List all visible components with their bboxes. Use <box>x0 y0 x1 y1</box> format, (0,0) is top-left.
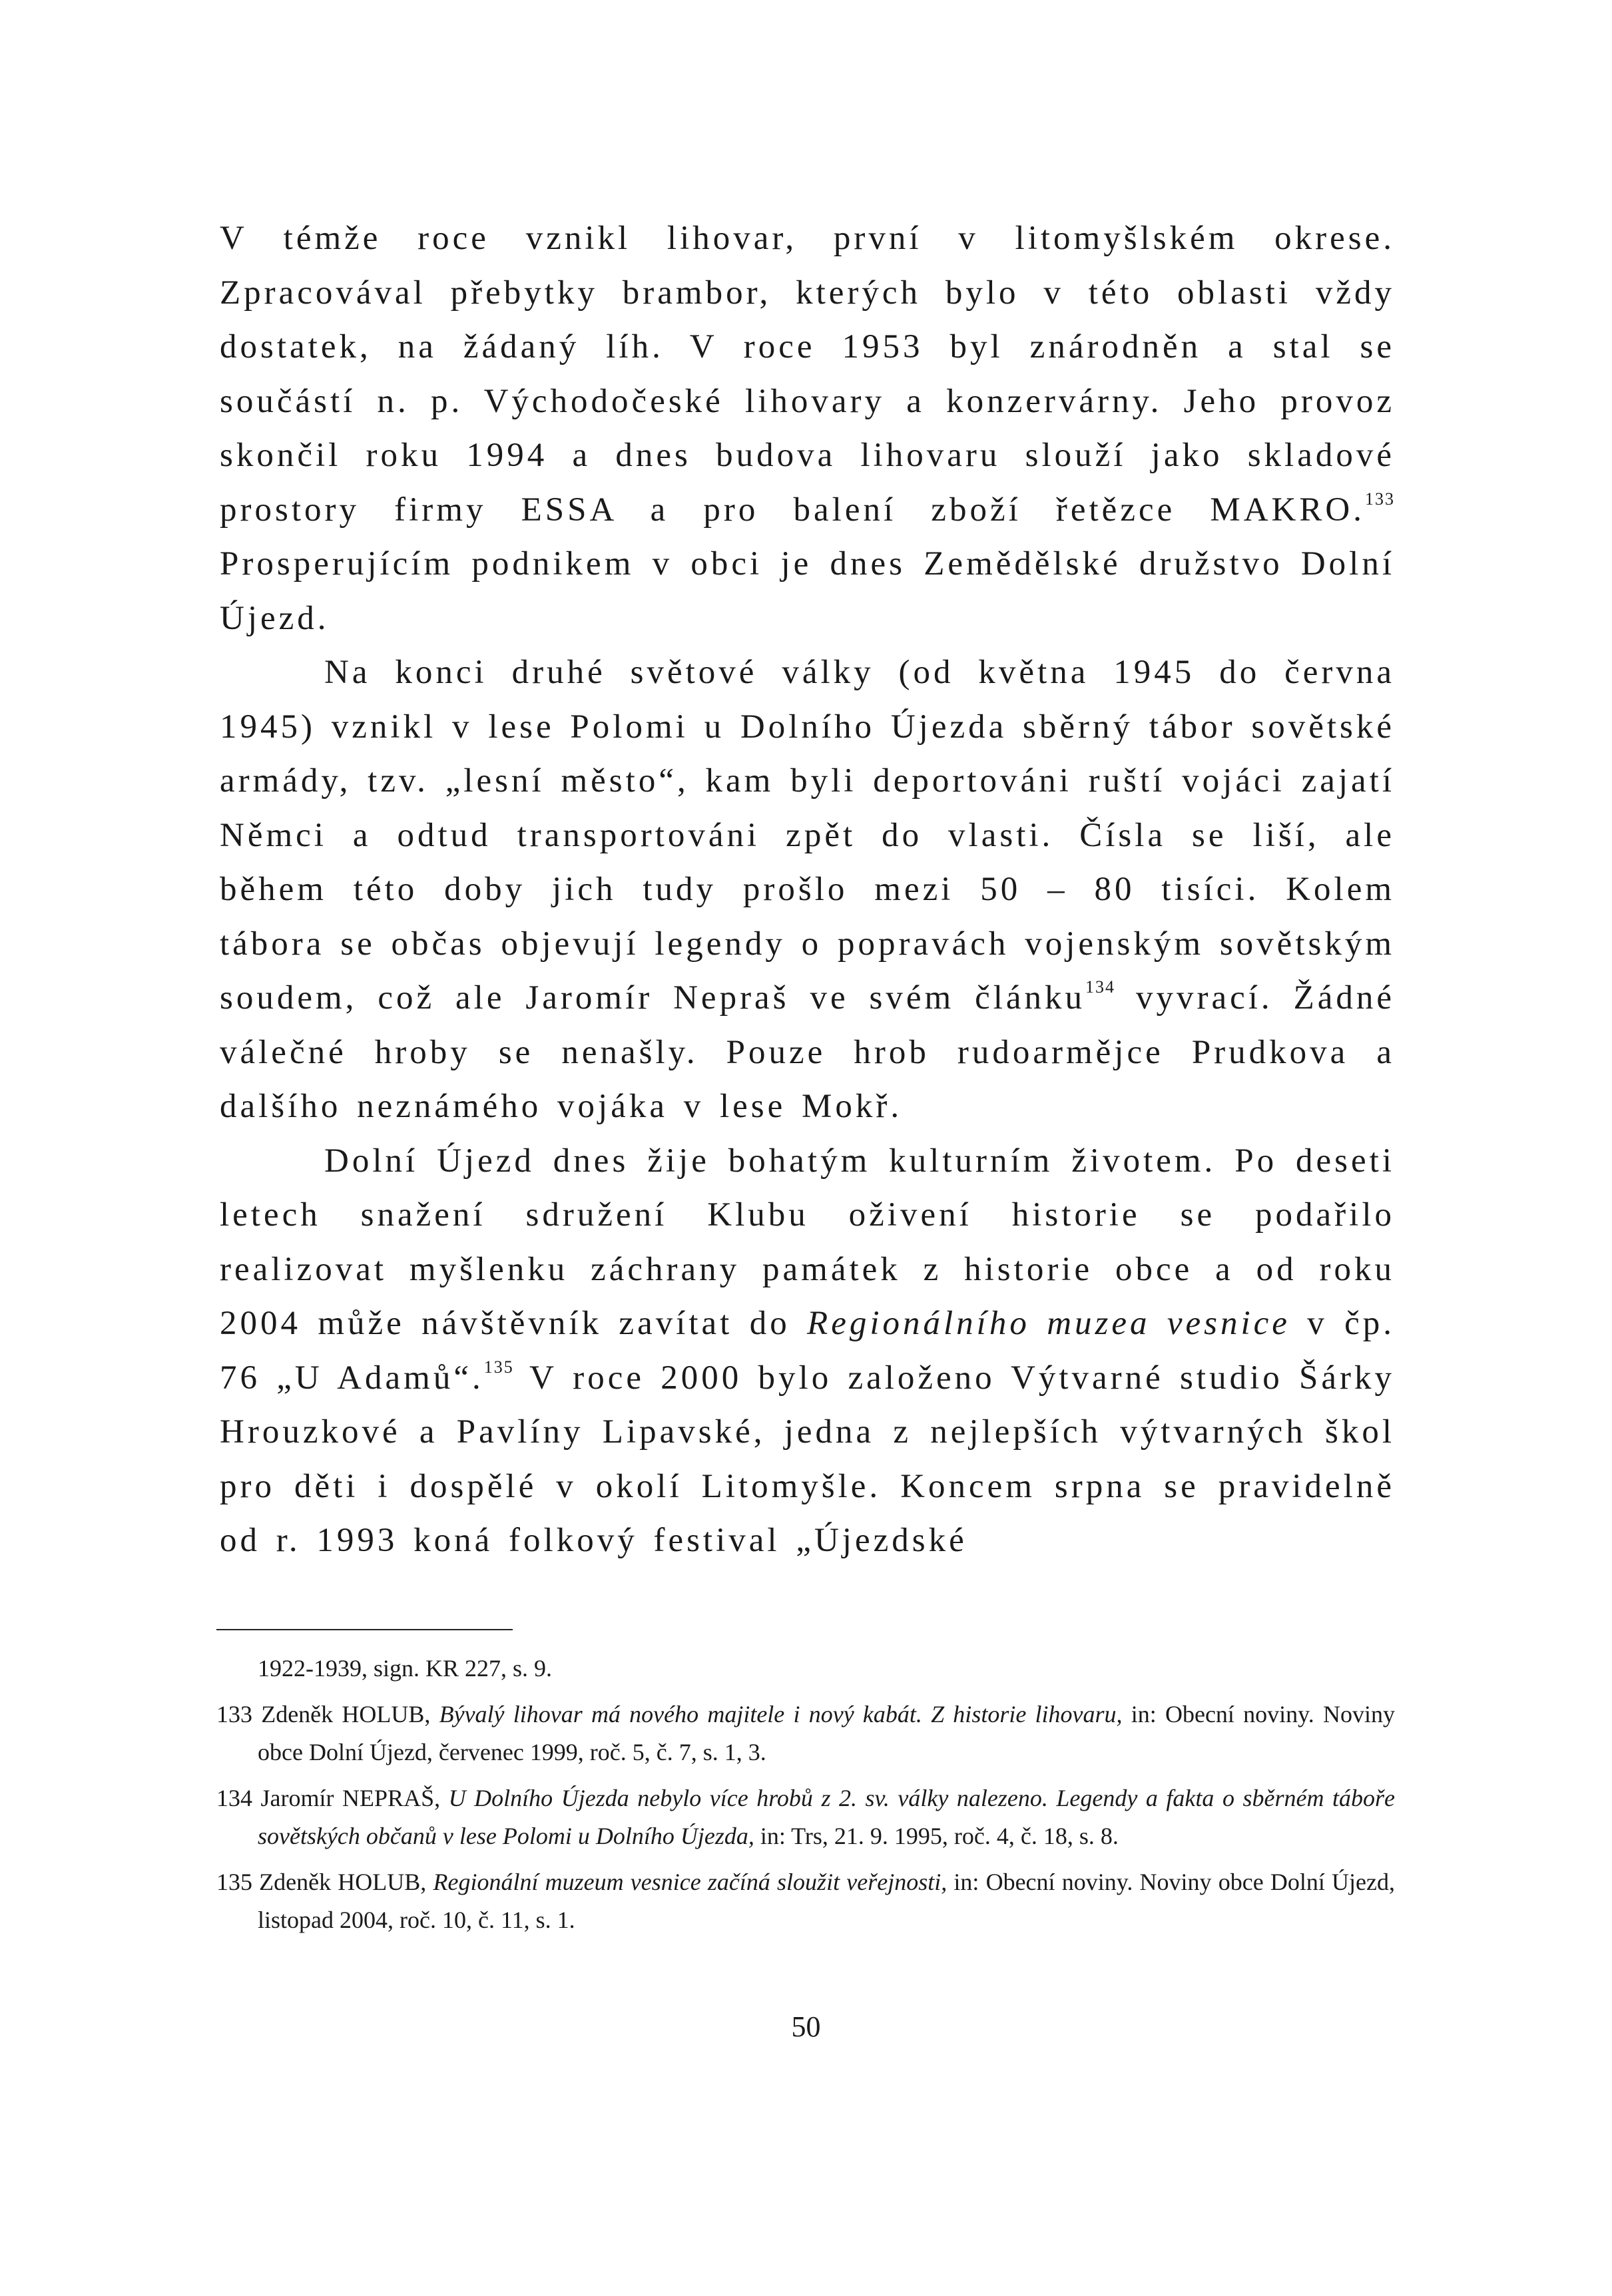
footnote-source: in: Obecní noviny. Noviny obce Dolní Újezd, červenec 1999, roč. 5, č. 7, s. 1, 3. <box>258 1701 1396 1765</box>
footnote-author: Jaromír NEPRAŠ, <box>252 1785 449 1811</box>
paragraph-text: Na konci druhé světové války (od května 1945 do června 1945) vznikl v lese Polomi u Dolního Újezda sběrný tábor sovětské armády, tzv. „lesní město“, kam byli deportováni ruští vojáci zajatí Němci a odtud transportováni zpět do vlasti. Čísla se liší, ale během této doby jich tudy prošlo mezi 50 – 80 tisíci. Kolem tábora se občas objevují legendy o popravách vojenským sovětským soudem, což ale Jaromír Nepraš ve svém článku <box>220 654 1395 1017</box>
footnote-number: 134 <box>216 1785 252 1811</box>
museum-name: Regionálního muzea vesnice <box>807 1305 1290 1342</box>
page-number: 50 <box>791 2010 821 2043</box>
footnote-continuation: 1922-1939, sign. KR 227, s. 9. <box>258 1655 553 1682</box>
footnotes <box>216 1650 1395 1947</box>
footnote-number: 133 <box>216 1701 252 1727</box>
footnote-number: 135 <box>216 1869 252 1895</box>
paragraph-text: Prosperujícím podnikem v obci je dnes Zemědělské družstvo Dolní Újezd. <box>220 545 1395 637</box>
paragraph-text: Dolní Újezd dnes žije bohatým kulturním životem. Po deseti letech snažení sdružení Klubu oživení historie se podařilo realizovat myšlenku záchrany památek z historie obce a od roku 2004 může návštěvník zavítat do <box>220 1142 1395 1342</box>
footnote-author: Zdeněk HOLUB, <box>252 1701 439 1727</box>
footnote-title: Regionální muzeum vesnice začíná sloužit veřejnosti, <box>433 1869 947 1895</box>
footnote-source: in: Trs, 21. 9. 1995, roč. 4, č. 18, s. 8. <box>754 1823 1119 1849</box>
footnote-separator <box>216 1629 513 1630</box>
footnote-134 <box>216 1779 1395 1855</box>
footnote-ref-135: 135 <box>483 1357 514 1377</box>
paragraph-war-camp <box>220 646 1395 1134</box>
footnote-135 <box>216 1863 1395 1939</box>
paragraph-text: vyvrací. Žádné válečné hroby se nenašly. Pouze hrob rudoarmějce Prudkova a dalšího neznámého vojáka v lese Mokř. <box>220 979 1395 1125</box>
paragraph-culture <box>220 1134 1395 1568</box>
footnote-source: in: Obecní noviny. Noviny obce Dolní Újezd, listopad 2004, roč. 10, č. 11, s. 1. <box>258 1869 1395 1933</box>
paragraph-text: V témže roce vznikl lihovar, první v litomyšlském okrese. Zpracovával přebytky brambor, kterých bylo v této oblasti vždy dostatek, na žádaný líh. V roce 1953 byl znárodněn a stal se součástí n. p. Východočeské lihovary a konzervárny. Jeho provoz skončil roku 1994 a dnes budova lihovaru slouží jako skladové prostory firmy ESSA a pro balení zboží řetězce MAKRO. <box>220 220 1395 529</box>
footnote-ref-133: 133 <box>1365 489 1395 509</box>
main-text <box>220 212 1395 1568</box>
footnote-133 <box>216 1696 1395 1771</box>
footnote-title: U Dolního Újezda nebylo více hrobů z 2. sv. války nalezeno. Legendy a fakta o sběrném táboře sovětských občanů v lese Polomi u Dolního Újezda, <box>258 1785 1395 1849</box>
paragraph-distillery <box>220 212 1395 646</box>
paragraph-text: V roce 2000 bylo založeno Výtvarné studio Šárky Hrouzkové a Pavlíny Lipavské, jedna z nejlepších výtvarných škol pro děti i dospělé v okolí Litomyšle. Koncem srpna se pravidelně od r. 1993 koná folkový festival „Újezdské <box>220 1359 1395 1559</box>
footnote-ref-134: 134 <box>1085 977 1116 997</box>
paragraph-text: v čp. 76 „U Adamů“. <box>220 1305 1395 1397</box>
footnote-title: Bývalý lihovar má nového majitele i nový kabát. Z historie lihovaru, <box>439 1701 1123 1727</box>
footnote-author: Zdeněk HOLUB, <box>252 1869 433 1895</box>
